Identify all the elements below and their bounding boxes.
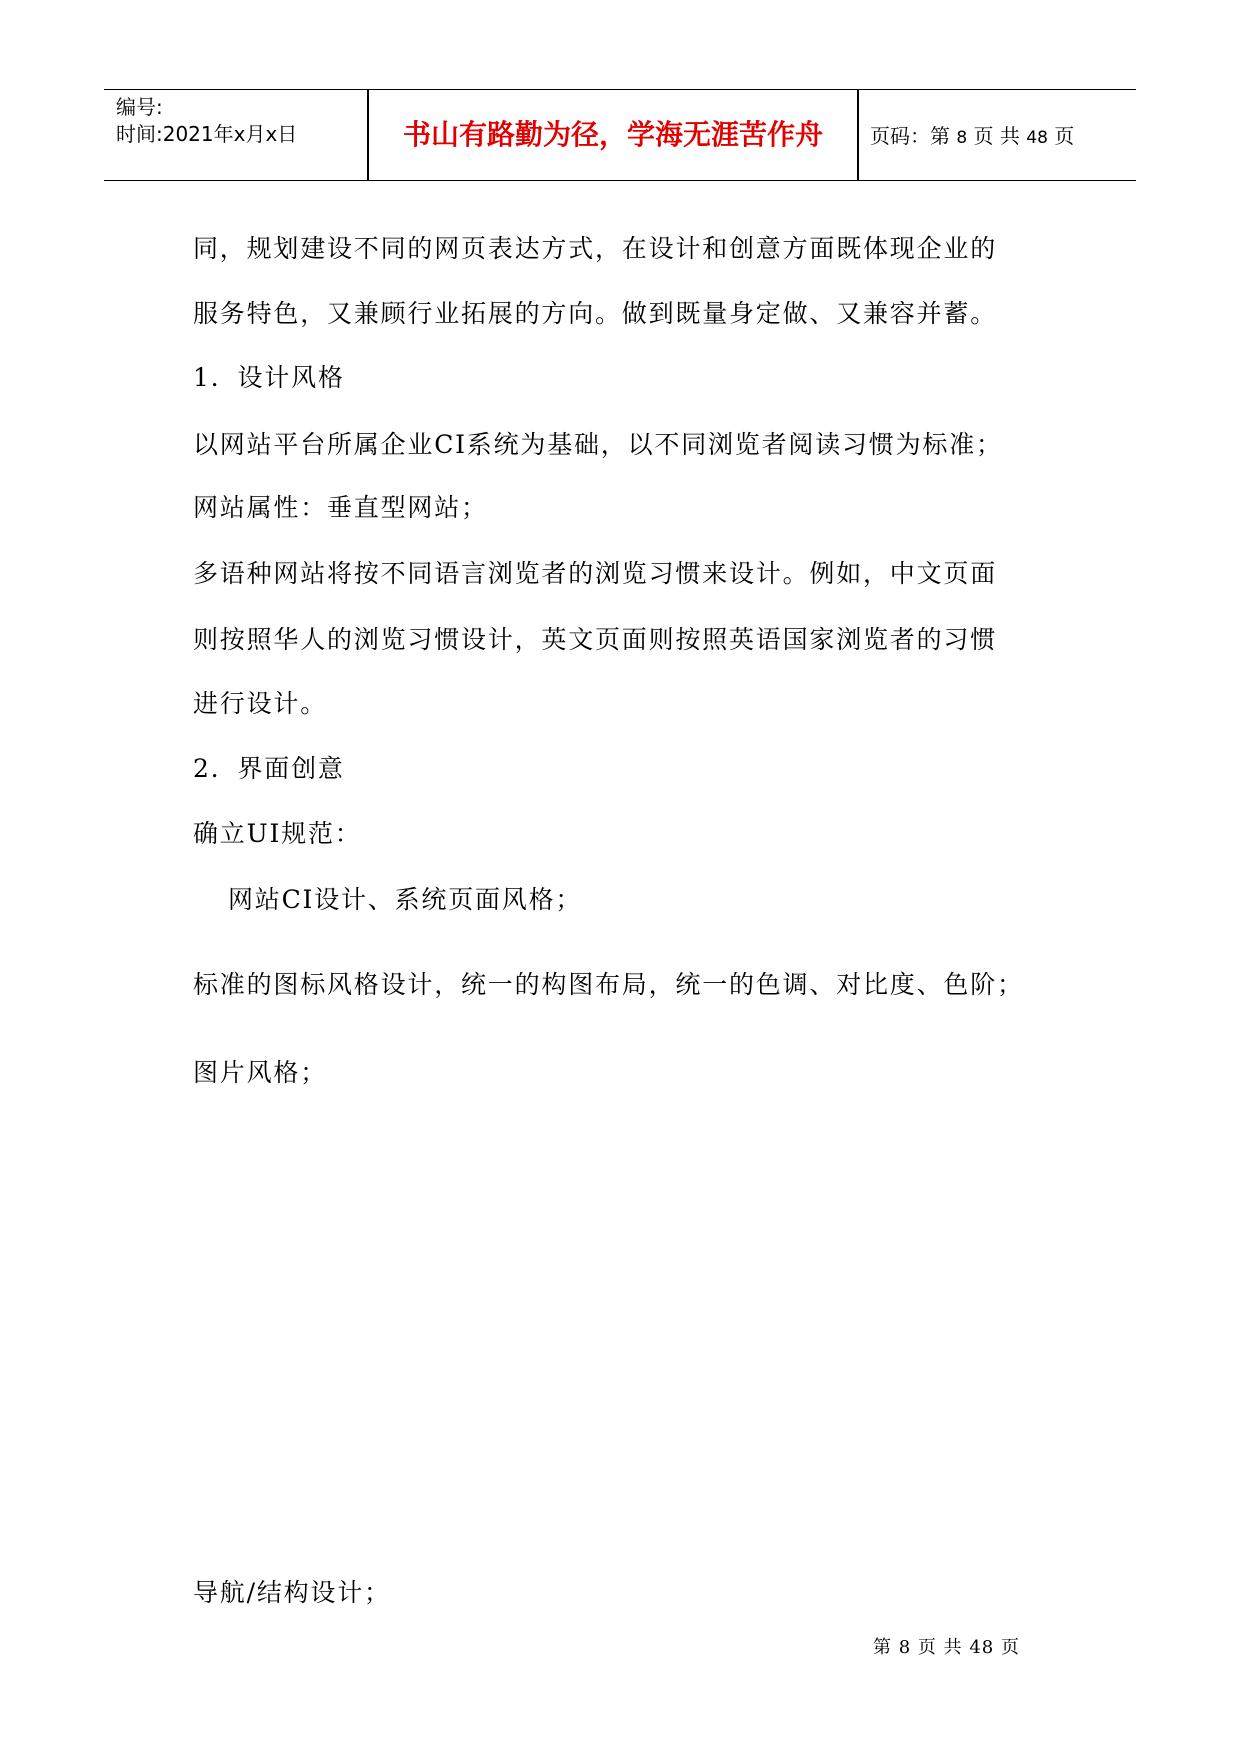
body-line: 以网站平台所属企业CI系统为基础，以不同浏览者阅读习惯为标准； bbox=[193, 430, 1003, 459]
body-line: 服务特色，又兼顾行业拓展的方向。做到既量身定做、又兼容并蓄。 bbox=[193, 299, 998, 328]
body-line: 同，规划建设不同的网页表达方式，在设计和创意方面既体现企业的 bbox=[193, 234, 998, 263]
body-line: 网站属性：垂直型网站； bbox=[193, 493, 488, 522]
body-line: 多语种网站将按不同语言浏览者的浏览习惯来设计。例如，中文页面 bbox=[193, 559, 998, 588]
body-line: 进行设计。 bbox=[193, 689, 328, 718]
body-line: 标准的图标风格设计，统一的构图布局，统一的色调、对比度、色阶； bbox=[193, 970, 1024, 999]
page-total: 48 bbox=[1026, 128, 1048, 148]
header-page-number bbox=[870, 123, 1074, 152]
section-heading: 2．界面创意 bbox=[193, 754, 345, 783]
header-meta bbox=[116, 94, 297, 148]
page-suffix: 页 bbox=[1054, 124, 1075, 148]
body-line: 网站CI设计、系统页面风格； bbox=[228, 885, 583, 914]
page-mid: 页 共 bbox=[973, 124, 1020, 148]
time-label: 时间:2021年x月x日 bbox=[116, 122, 298, 146]
header-motto: 书山有路勤为径，学海无涯苦作舟 bbox=[402, 118, 823, 151]
serial-label: 编号: bbox=[116, 95, 163, 119]
body-line: 导航/结构设计； bbox=[193, 1578, 391, 1607]
page-current: 8 bbox=[956, 128, 968, 148]
section-heading: 1．设计风格 bbox=[193, 363, 345, 392]
body-line: 确立UI规范： bbox=[193, 819, 362, 848]
header-divider bbox=[857, 90, 859, 180]
page-prefix: 页码：第 bbox=[870, 124, 950, 148]
body-line: 图片风格； bbox=[193, 1058, 328, 1087]
page-footer: 第 8 页 共 48 页 bbox=[873, 1637, 1020, 1658]
page-header bbox=[104, 89, 1136, 181]
body-line: 则按照华人的浏览习惯设计，英文页面则按照英语国家浏览者的习惯 bbox=[193, 625, 998, 654]
